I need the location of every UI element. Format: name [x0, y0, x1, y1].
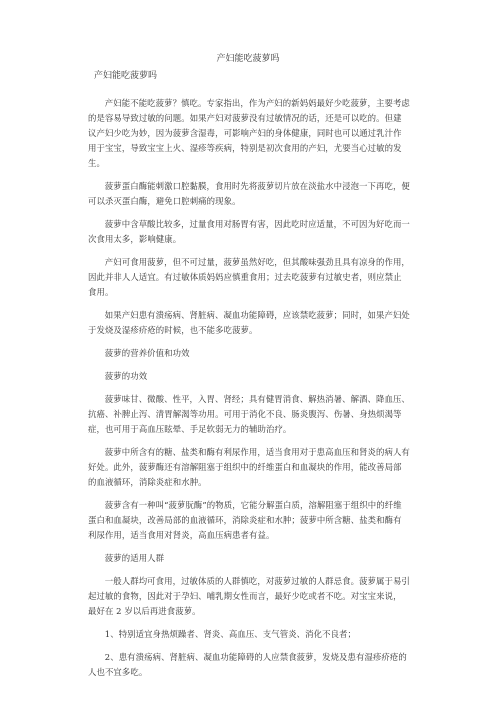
- paragraph-enzyme: 菠萝蛋白酶能刺激口腔黏膜，食用时先将菠萝切片放在淡盐水中浸泡一下再吃，便可以杀灭蛋白酶，避免口腔刺痛的现象。: [88, 181, 410, 206]
- list-item-1: 1、特别适宜身热烦躁者、肾炎、高血压、支气管炎、消化不良者；: [104, 629, 356, 639]
- list-item-2: 2、患有溃疡病、肾脏病、凝血功能障碍的人应禁食菠萝，发烧及患有湿疹疥疮的人也不宜多吃。: [88, 652, 407, 677]
- paragraph-oxalic-acid: 菠萝中含草酸比较多，过量食用对肠胃有害，因此吃时应适量，不可因为好吃而一次食用太多，影响健康。: [88, 219, 410, 244]
- document-title: 产妇能吃菠萝吗: [216, 54, 280, 64]
- section-heading-suitable-people: 菠萝的适用人群: [104, 553, 165, 563]
- document-body: [88, 96, 410, 688]
- paragraph-intro: 产妇能不能吃菠萝？慎吃。专家指出，作为产妇的新妈妈最好少吃菠萝，主要考虑的是容易导致过敏的问题。如果产妇对菠萝没有过敏情况的话，还是可以吃的。但建议产妇少吃为妙，因为菠萝含湿毒，可影响产妇的身体健康，同时也可以通过乳汁作用于宝宝，导致宝宝上火、湿疹等疾病，特别是初次食用的产妇，尤要当心过敏的发生。: [88, 98, 410, 168]
- document-subtitle: 产妇能吃菠萝吗: [94, 71, 158, 81]
- paragraph-bromelain: 菠萝含有一种叫“菠萝朊酶”的物质，它能分解蛋白质，溶解阻塞于组织中的纤维蛋白和血凝块，改善局部的血液循环，消除炎症和水肿；菠萝中所含糖、盐类和酶有利尿作用，适当食用对肾炎，高血压病患者有益。: [88, 500, 402, 540]
- section-heading-effects: 菠萝的功效: [104, 371, 148, 381]
- section-heading-nutrition: 菠萝的营养价值和功效: [104, 348, 190, 358]
- paragraph-effects: 菠萝味甘、微酸、性平，入胃、肾经；具有健胃消食、解热消暑、解酒、降血压、抗癌、补脾止泻、清胃解渴等功用。可用于消化不良、肠炎腹泻、伤暑、身热烦渴等症，也可用于高血压眩晕、手足软弱无力的辅助治疗。: [88, 394, 410, 434]
- paragraph-diuretic: 菠萝中所含有的糖、盐类和酶有利尿作用，适当食用对于患高血压和肾炎的病人有好处。此外，菠萝酶还有溶解阻塞于组织中的纤维蛋白和血凝块的作用，能改善局部的血液循环，消除炎症和水肿。: [88, 447, 410, 487]
- paragraph-suitable-people: 一般人群均可食用，过敏体质的人群慎吃，对菠萝过敏的人群忌食。菠萝属于易引起过敏的食物，因此对于孕妇、哺乳期女性而言，最好少吃或者不吃。对宝宝来说，最好在 2 岁以后再进食菠萝。: [88, 576, 410, 616]
- paragraph-moderation: 产妇可食用菠萝，但不可过量，菠萝虽然好吃，但其酸味强劲且具有凉身的作用，因此并非人人适宜。有过敏体质妈妈应慎重食用；过去吃菠萝有过敏史者，则应禁止食用。: [88, 257, 410, 297]
- paragraph-contraindications: 如果产妇患有溃疡病、肾脏病、凝血功能障碍，应该禁吃菠萝；同时，如果产妇处于发烧及湿疹疥疮的时候，也不能多吃菠萝。: [88, 310, 410, 335]
